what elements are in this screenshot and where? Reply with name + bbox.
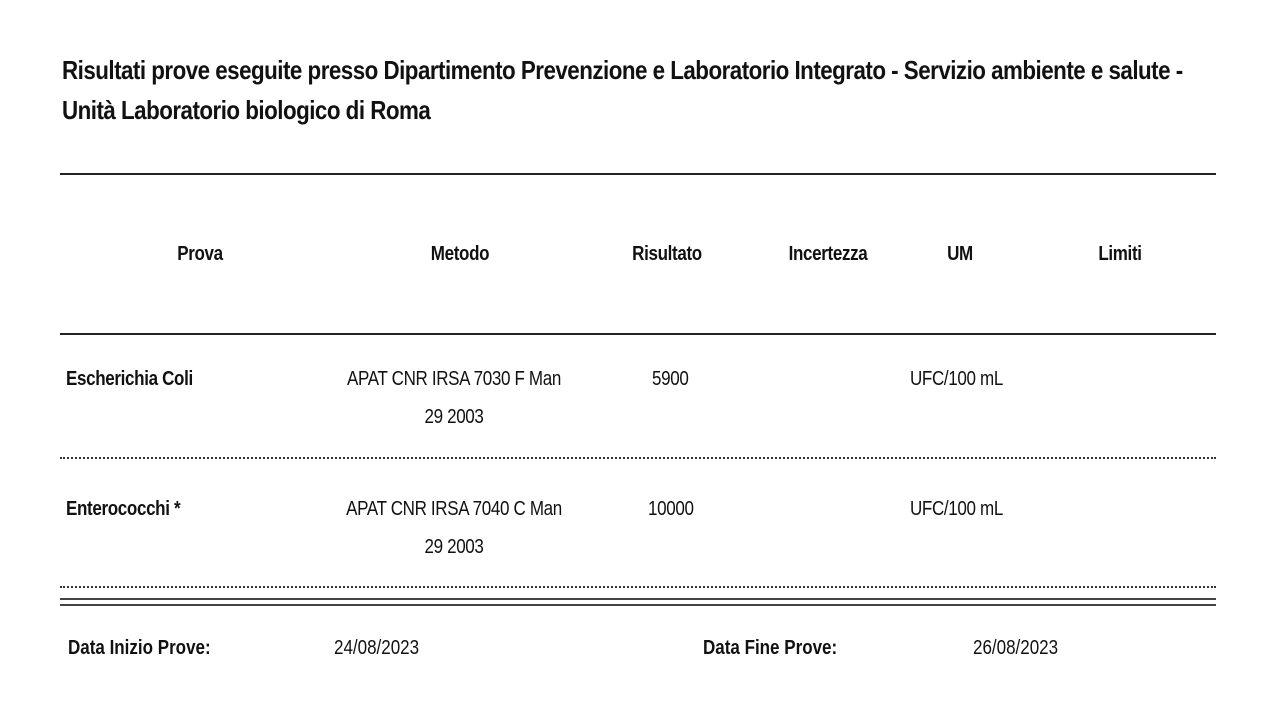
row2-risultato: 10000 [648, 498, 694, 520]
start-date-label: Data Inizio Prove: [68, 637, 211, 659]
footer-divider [60, 598, 1216, 606]
row2-metodo: APAT CNR IRSA 7040 C Man 29 2003 [346, 498, 562, 558]
header-divider [60, 333, 1216, 335]
header-prova: Prova [177, 243, 223, 265]
header-risultato: Risultato [632, 243, 702, 265]
row1-um: UFC/100 mL [910, 368, 1003, 390]
row1-metodo: APAT CNR IRSA 7030 F Man 29 2003 [347, 368, 561, 428]
row1-risultato: 5900 [652, 368, 689, 390]
header-limiti: Limiti [1098, 243, 1142, 265]
header-metodo: Metodo [430, 243, 490, 265]
start-date-value: 24/08/2023 [334, 637, 420, 659]
title-divider [60, 173, 1216, 175]
row2-prova: Enterococchi * [66, 498, 181, 520]
header-incertezza: Incertezza [788, 243, 868, 265]
end-date-label: Data Fine Prove: [703, 637, 838, 659]
end-date-value: 26/08/2023 [973, 637, 1059, 659]
row2-um: UFC/100 mL [910, 498, 1003, 520]
report-title: Risultati prove eseguite presso Dipartimento Prevenzione e Laboratorio Integrato - Servizio ambiente e salute - Unità Laboratorio biologico di Roma [62, 55, 1183, 125]
row-divider [60, 457, 1216, 459]
table-end-divider [60, 586, 1216, 588]
row1-prova: Escherichia Coli [66, 368, 193, 390]
header-um: UM [947, 243, 973, 265]
